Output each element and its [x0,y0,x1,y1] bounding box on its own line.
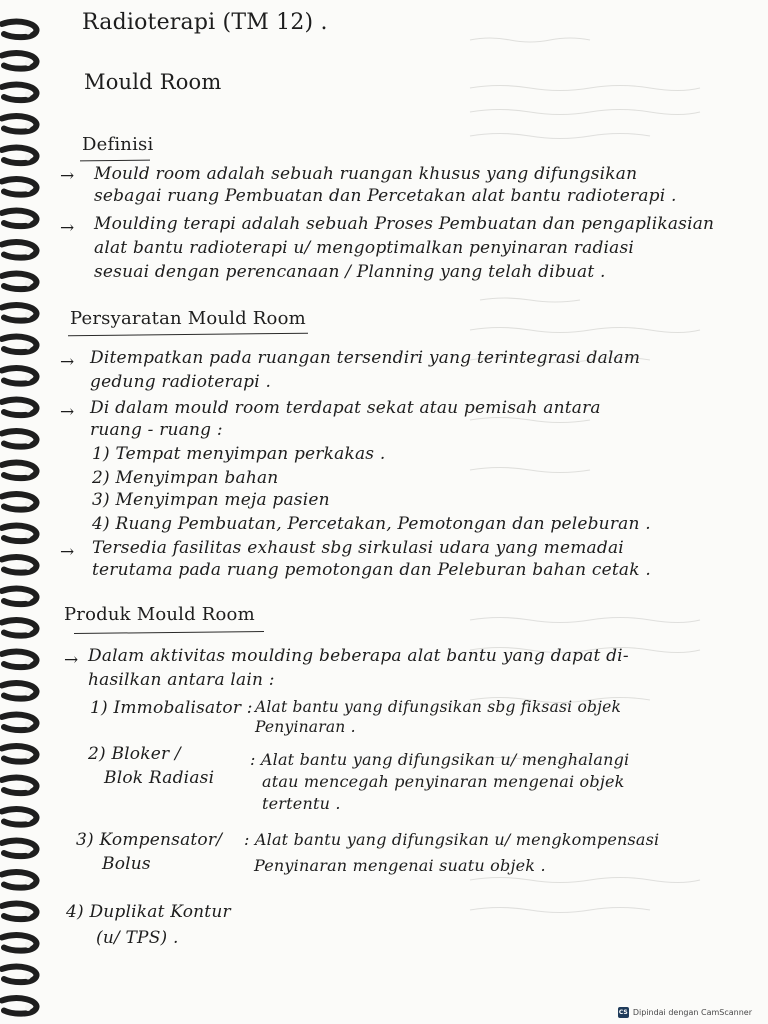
produk-line: hasilkan antara lain : [88,670,275,690]
spiral-ring [2,400,36,416]
spiral-ring [2,274,36,290]
list-item: 1) Tempat menyimpan perkakas . [92,444,386,464]
definisi-line: alat bantu radioterapi u/ mengoptimalkan penyinaran radiasi [94,238,635,258]
spiral-ring [2,242,36,258]
produk-desc: Penyinaran mengenai suatu objek . [254,856,546,875]
spiral-binding [0,0,44,1024]
spiral-ring [2,904,36,920]
produk-term: 1) Immobalisator : [90,698,253,718]
produk-line: Dalam aktivitas moulding beberapa alat bantu yang dapat di- [88,646,629,666]
spiral-ring [2,872,36,888]
spiral-ring [2,841,36,857]
produk-desc: : Alat bantu yang difungsikan u/ menghalangi [250,750,630,769]
spiral-ring [2,463,36,479]
spiral-ring [2,746,36,762]
persyaratan-line: Ditempatkan pada ruangan tersendiri yang terintegrasi dalam [90,348,641,368]
scanner-watermark [618,1007,752,1018]
spiral-ring [2,494,36,510]
arrow-bullet-icon: → [60,218,75,238]
spiral-ring [2,652,36,668]
spiral-ring [2,967,36,983]
heading-underline [68,333,308,337]
spiral-ring [2,305,36,321]
heading-persyaratan: Persyaratan Mould Room [70,308,306,329]
section-title-mould-room: Mould Room [84,70,222,94]
produk-desc: : Alat bantu yang difungsikan u/ mengkompensasi [244,830,660,849]
spiral-ring [2,148,36,164]
produk-desc: Alat bantu yang difungsikan sbg fiksasi objek [255,698,622,716]
definisi-line: Moulding terapi adalah sebuah Proses Pembuatan dan pengaplikasian [94,214,715,234]
produk-term: Blok Radiasi [104,768,215,788]
spiral-ring [2,22,36,38]
camscanner-logo-icon: CS [618,1009,628,1016]
produk-term: 2) Bloker / [88,744,181,764]
produk-desc: tertentu . [262,794,341,813]
spiral-ring [2,683,36,699]
arrow-bullet-icon: → [60,542,75,562]
definisi-line: sebagai ruang Pembuatan dan Percetakan alat bantu radioterapi . [94,186,677,206]
arrow-bullet-icon: → [64,650,79,670]
page-title: Radioterapi (TM 12) . [82,10,328,35]
spiral-ring [2,935,36,951]
persyaratan-line: terutama pada ruang pemotongan dan Peleburan bahan cetak . [92,560,651,580]
heading-underline [74,631,264,634]
spiral-ring [2,809,36,825]
list-item: 2) Menyimpan bahan [92,468,279,488]
heading-definisi: Definisi [82,134,154,155]
spiral-ring [2,715,36,731]
arrow-bullet-icon: → [60,166,75,186]
produk-term: (u/ TPS) . [96,928,179,948]
list-item: 3) Menyimpan meja pasien [92,490,330,510]
spiral-ring [2,179,36,195]
spiral-ring [2,116,36,132]
produk-term: 4) Duplikat Kontur [66,902,231,922]
heading-underline [80,160,150,162]
produk-term: Bolus [102,854,151,874]
arrow-bullet-icon: → [60,352,75,372]
persyaratan-line: Di dalam mould room terdapat sekat atau pemisah antara [90,398,601,418]
produk-desc: atau mencegah penyinaran mengenai objek [262,772,625,791]
persyaratan-line: Tersedia fasilitas exhaust sbg sirkulasi udara yang memadai [92,538,624,558]
persyaratan-line: ruang - ruang : [90,420,223,440]
spiral-ring [2,53,36,69]
spiral-ring [2,337,36,353]
spiral-ring [2,85,36,101]
spiral-ring [2,998,36,1014]
spiral-ring [2,526,36,542]
spiral-ring [2,778,36,794]
scanner-watermark-text: Dipindai dengan CamScanner [632,1008,752,1017]
heading-produk: Produk Mould Room [64,604,255,625]
spiral-ring [2,211,36,227]
spiral-ring [2,368,36,384]
spiral-ring [2,620,36,636]
spiral-ring [2,431,36,447]
definisi-line: sesuai dengan perencanaan / Planning yang telah dibuat . [94,262,606,282]
produk-desc: Penyinaran . [255,718,356,736]
persyaratan-line: gedung radioterapi . [90,372,272,392]
list-item: 4) Ruang Pembuatan, Percetakan, Pemotongan dan peleburan . [92,514,651,534]
produk-term: 3) Kompensator/ [76,830,223,850]
definisi-line: Mould room adalah sebuah ruangan khusus yang difungsikan [94,164,638,184]
arrow-bullet-icon: → [60,402,75,422]
spiral-ring [2,557,36,573]
spiral-ring [2,589,36,605]
